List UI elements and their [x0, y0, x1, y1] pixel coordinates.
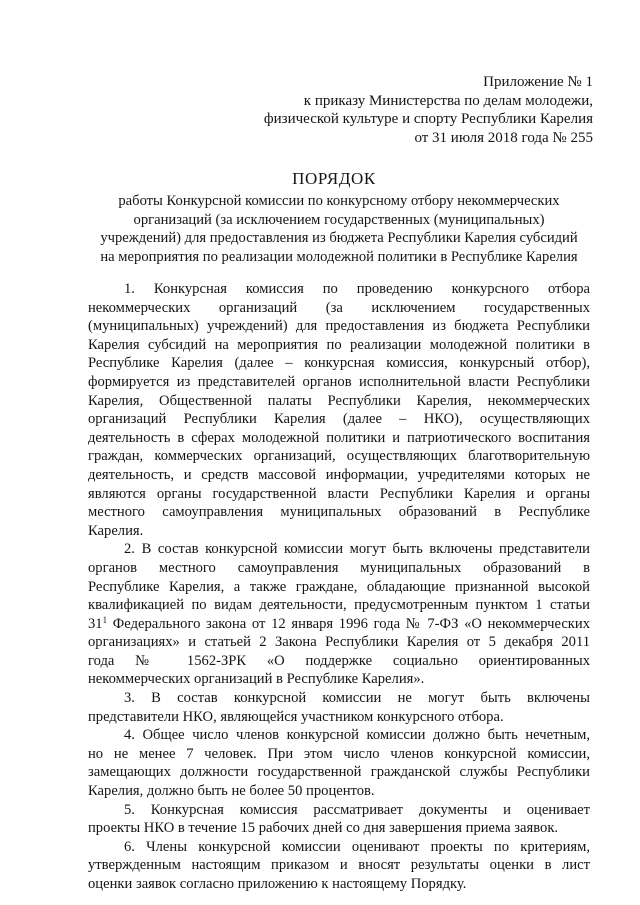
paragraph-line: некоммерческих организаций (за исключением государственных	[88, 299, 590, 316]
paragraph-line: (муниципальных) учреждений) для предоставления из бюджета Республики	[88, 318, 590, 335]
article-superscript: 1	[102, 614, 108, 625]
paragraph-line: 2. В состав конкурсной комиссии могут быть включены представители	[124, 541, 590, 558]
paragraph-line: квалификацией по видам деятельности, предусмотренным пунктом 1 статьи	[88, 597, 590, 614]
paragraph-line: представители НКО, являющейся участником конкурсного отбора.	[88, 708, 504, 725]
paragraph-line: замещающих должности государственной гражданской службы Республики	[88, 764, 590, 781]
paragraph-line: граждан, коммерческих организаций, осуществляющих благотворительную	[88, 448, 590, 465]
paragraph-line: Карелия, Общественной палаты Республики Карелия, некоммерческих	[88, 392, 590, 409]
document-title: ПОРЯДОК	[292, 169, 376, 188]
paragraph-line: проекты НКО в течение 15 рабочих дней со дня завершения приема заявок.	[88, 820, 559, 837]
document-subtitle	[90, 192, 588, 266]
paragraph-line: местного самоуправления муниципальных образований в Республике	[88, 504, 590, 521]
appendix-order-line: к приказу Министерства по делам молодежи,	[303, 92, 593, 109]
paragraph-line: Карелия субсидий на мероприятия по реализации молодежной политики в	[88, 336, 590, 353]
subtitle-line: работы Конкурсной комиссии по конкурсному отбору некоммерческих	[118, 193, 560, 209]
paragraph-line: 5. Конкурсная комиссия рассматривает документы и оценивает	[124, 801, 590, 818]
paragraph-line: 6. Члены конкурсной комиссии оценивают проекты по критериям,	[124, 838, 590, 855]
paragraph-line: года № 1562-ЗРК «О поддержке социально ориентированных	[88, 652, 590, 669]
paragraph-line: оценки заявок согласно приложению к настоящему Порядку.	[88, 876, 467, 892]
paragraph-line: деятельность, и средств массовой информации, учредителями которых не	[88, 466, 590, 483]
paragraph-line: органов местного самоуправления муниципальных образований в	[88, 559, 590, 576]
paragraph-line: 4. Общее число членов конкурсной комиссии должно быть нечетным,	[124, 727, 590, 744]
paragraph-line: утвержденным настоящим приказом и вносят результаты оценки в лист	[88, 857, 590, 874]
paragraph-line: формируется из представителей органов исполнительной власти Республики	[88, 373, 590, 390]
appendix-date-line: от 31 июля 2018 года № 255	[414, 129, 593, 146]
paragraph-line: Республике Карелия (далее – конкурсная комиссия, конкурсный отбор),	[88, 355, 590, 372]
appendix-number: Приложение № 1	[483, 74, 593, 90]
paragraph-line: Республике Карелия, а также граждане, обладающие признанной высокой	[88, 578, 590, 595]
paragraph-line: организаций Республики Карелия (далее – НКО), осуществляющих	[88, 411, 590, 428]
paragraph-line: но не менее 7 человек. При этом число членов конкурсной комиссии,	[88, 745, 590, 762]
paragraph-6	[88, 838, 590, 894]
paragraph-line: 1. Конкурсная комиссия по проведению конкурсного отбора	[124, 281, 590, 297]
subtitle-line: учреждений) для предоставления из бюджета Республики Карелия субсидий	[100, 230, 578, 247]
paragraph-line: Карелия.	[88, 522, 144, 539]
document-body	[88, 280, 590, 894]
paragraph-2	[88, 540, 590, 689]
paragraph-line-rest: Федерального закона от 12 января 1996 года № 7-ФЗ «О некоммерческих	[107, 615, 590, 632]
paragraph-line: являются органы государственной власти Республики Карелия и органы	[88, 485, 590, 502]
paragraph-line	[88, 615, 590, 634]
paragraph-3	[88, 689, 590, 726]
subtitle-line: на мероприятия по реализации молодежной политики в Республике Карелия	[100, 248, 578, 265]
appendix-header	[264, 73, 593, 147]
paragraph-1	[88, 280, 590, 540]
paragraph-4	[88, 726, 590, 800]
paragraph-5	[88, 801, 590, 838]
appendix-ministry-line: физической культуре и спорту Республики Карелия	[263, 111, 593, 127]
paragraph-line: организациях» и статьей 2 Закона Республики Карелия от 5 декабря 2011	[88, 634, 590, 651]
paragraph-line: деятельность в сферах молодежной политики и патриотического воспитания	[88, 429, 590, 446]
paragraph-line: 3. В состав конкурсной комиссии не могут быть включены	[124, 690, 590, 707]
paragraph-line: некоммерческих организаций в Республике Карелия».	[88, 671, 425, 688]
subtitle-line: организаций (за исключением государственных (муниципальных)	[133, 211, 545, 228]
article-number: 31	[88, 615, 103, 632]
paragraph-line: Карелия, должно быть не более 50 процентов.	[88, 783, 375, 800]
